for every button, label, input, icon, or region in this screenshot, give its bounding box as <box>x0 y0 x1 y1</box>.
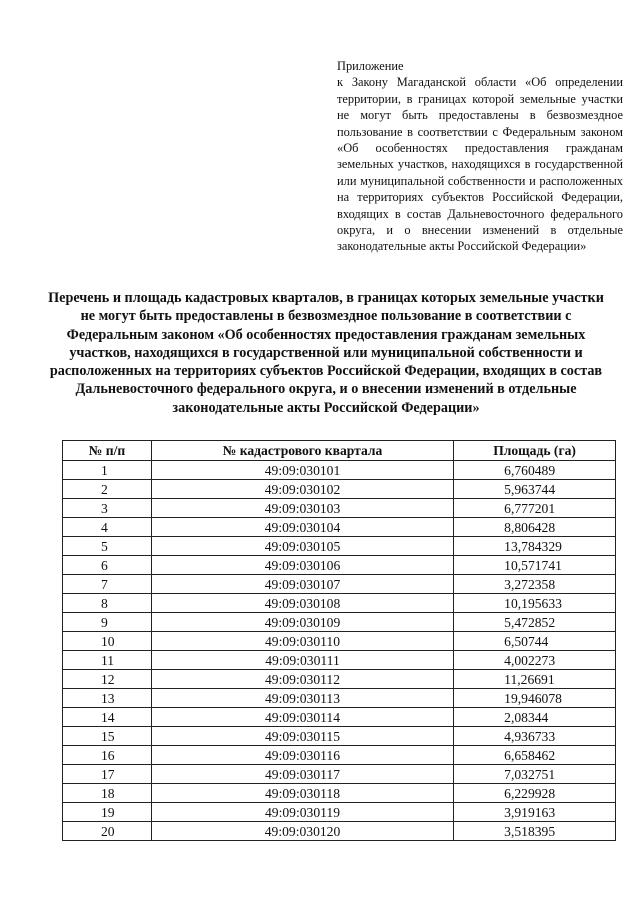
cadastral-quarter-number: 49:09:030103 <box>151 499 453 518</box>
area-value: 10,571741 <box>454 556 616 575</box>
table-row <box>63 556 616 575</box>
table-row <box>63 765 616 784</box>
row-number: 3 <box>63 499 152 518</box>
table-row <box>63 537 616 556</box>
row-number: 12 <box>63 670 152 689</box>
cadastral-quarter-number: 49:09:030117 <box>151 765 453 784</box>
table-row <box>63 746 616 765</box>
table-row <box>63 594 616 613</box>
row-number: 5 <box>63 537 152 556</box>
row-number: 15 <box>63 727 152 746</box>
row-number: 13 <box>63 689 152 708</box>
row-number: 19 <box>63 803 152 822</box>
table-row <box>63 708 616 727</box>
table-row <box>63 480 616 499</box>
row-number: 2 <box>63 480 152 499</box>
header-number: № п/п <box>63 441 152 461</box>
cadastral-quarter-number: 49:09:030101 <box>151 461 453 480</box>
cadastral-quarter-number: 49:09:030110 <box>151 632 453 651</box>
cadastral-quarter-number: 49:09:030107 <box>151 575 453 594</box>
cadastral-quarter-number: 49:09:030104 <box>151 518 453 537</box>
table-row <box>63 689 616 708</box>
appendix-heading: Приложение <box>337 59 404 73</box>
area-value: 3,272358 <box>454 575 616 594</box>
row-number: 1 <box>63 461 152 480</box>
cadastral-quarter-number: 49:09:030109 <box>151 613 453 632</box>
area-value: 6,229928 <box>454 784 616 803</box>
area-value: 10,195633 <box>454 594 616 613</box>
row-number: 4 <box>63 518 152 537</box>
table-row <box>63 613 616 632</box>
table-row <box>63 727 616 746</box>
table-row <box>63 803 616 822</box>
area-value: 2,08344 <box>454 708 616 727</box>
area-value: 5,963744 <box>454 480 616 499</box>
area-value: 8,806428 <box>454 518 616 537</box>
header-area: Площадь (га) <box>454 441 616 461</box>
header-cadastral-quarter: № кадастрового квартала <box>151 441 453 461</box>
area-value: 4,936733 <box>454 727 616 746</box>
table-header-row <box>63 441 616 461</box>
row-number: 8 <box>63 594 152 613</box>
row-number: 6 <box>63 556 152 575</box>
row-number: 17 <box>63 765 152 784</box>
cadastral-quarter-number: 49:09:030116 <box>151 746 453 765</box>
cadastral-quarter-number: 49:09:030120 <box>151 822 453 841</box>
row-number: 10 <box>63 632 152 651</box>
cadastral-quarter-number: 49:09:030112 <box>151 670 453 689</box>
area-value: 3,518395 <box>454 822 616 841</box>
cadastral-quarter-number: 49:09:030108 <box>151 594 453 613</box>
row-number: 20 <box>63 822 152 841</box>
cadastral-quarter-number: 49:09:030106 <box>151 556 453 575</box>
row-number: 18 <box>63 784 152 803</box>
row-number: 16 <box>63 746 152 765</box>
area-value: 6,658462 <box>454 746 616 765</box>
area-value: 5,472852 <box>454 613 616 632</box>
row-number: 9 <box>63 613 152 632</box>
table-row <box>63 670 616 689</box>
row-number: 7 <box>63 575 152 594</box>
cadastral-quarter-number: 49:09:030111 <box>151 651 453 670</box>
row-number: 11 <box>63 651 152 670</box>
area-value: 6,777201 <box>454 499 616 518</box>
area-value: 6,50744 <box>454 632 616 651</box>
table-row <box>63 822 616 841</box>
area-value: 13,784329 <box>454 537 616 556</box>
area-value: 6,760489 <box>454 461 616 480</box>
table-row <box>63 651 616 670</box>
appendix-note <box>337 58 623 255</box>
table-row <box>63 518 616 537</box>
area-value: 7,032751 <box>454 765 616 784</box>
area-value: 3,919163 <box>454 803 616 822</box>
table-row <box>63 461 616 480</box>
cadastral-quarter-number: 49:09:030114 <box>151 708 453 727</box>
cadastral-quarter-number: 49:09:030113 <box>151 689 453 708</box>
row-number: 14 <box>63 708 152 727</box>
cadastral-quarter-number: 49:09:030119 <box>151 803 453 822</box>
cadastral-quarters-table <box>62 440 616 841</box>
area-value: 19,946078 <box>454 689 616 708</box>
area-value: 11,26691 <box>454 670 616 689</box>
table-row <box>63 632 616 651</box>
area-value: 4,002273 <box>454 651 616 670</box>
cadastral-quarter-number: 49:09:030118 <box>151 784 453 803</box>
appendix-text: к Закону Магаданской области «Об определении территории, в границах которой земельные участки не могут быть предоставлены в безвозмездное пользование в соответствии с Федеральным законом «Об особенностях предоставления гражданам земельных участков, находящихся в государственной или муниципальной собственности и расположенных на территориях субъектов Российской Федерации, входящих в состав Дальневосточного федерального округа, и о внесении изменений в отдельные законодательные акты Российской Федерации» <box>337 75 623 254</box>
document-title: Перечень и площадь кадастровых кварталов, в границах которых земельные участки не могут быть предоставлены в безвозмездное пользование в соответствии с Федеральным законом «Об особенностях предоставления гражданам земельных участков, находящихся в государственной или муниципальной собственности и расположенных на территориях субъектов Российской Федерации, входящих в состав Дальневосточного федерального округа, и о внесении изменений в отдельные законодательные акты Российской Федерации» <box>48 290 604 416</box>
table-row <box>63 499 616 518</box>
cadastral-quarter-number: 49:09:030105 <box>151 537 453 556</box>
cadastral-quarter-number: 49:09:030102 <box>151 480 453 499</box>
table-row <box>63 784 616 803</box>
cadastral-quarter-number: 49:09:030115 <box>151 727 453 746</box>
table-row <box>63 575 616 594</box>
